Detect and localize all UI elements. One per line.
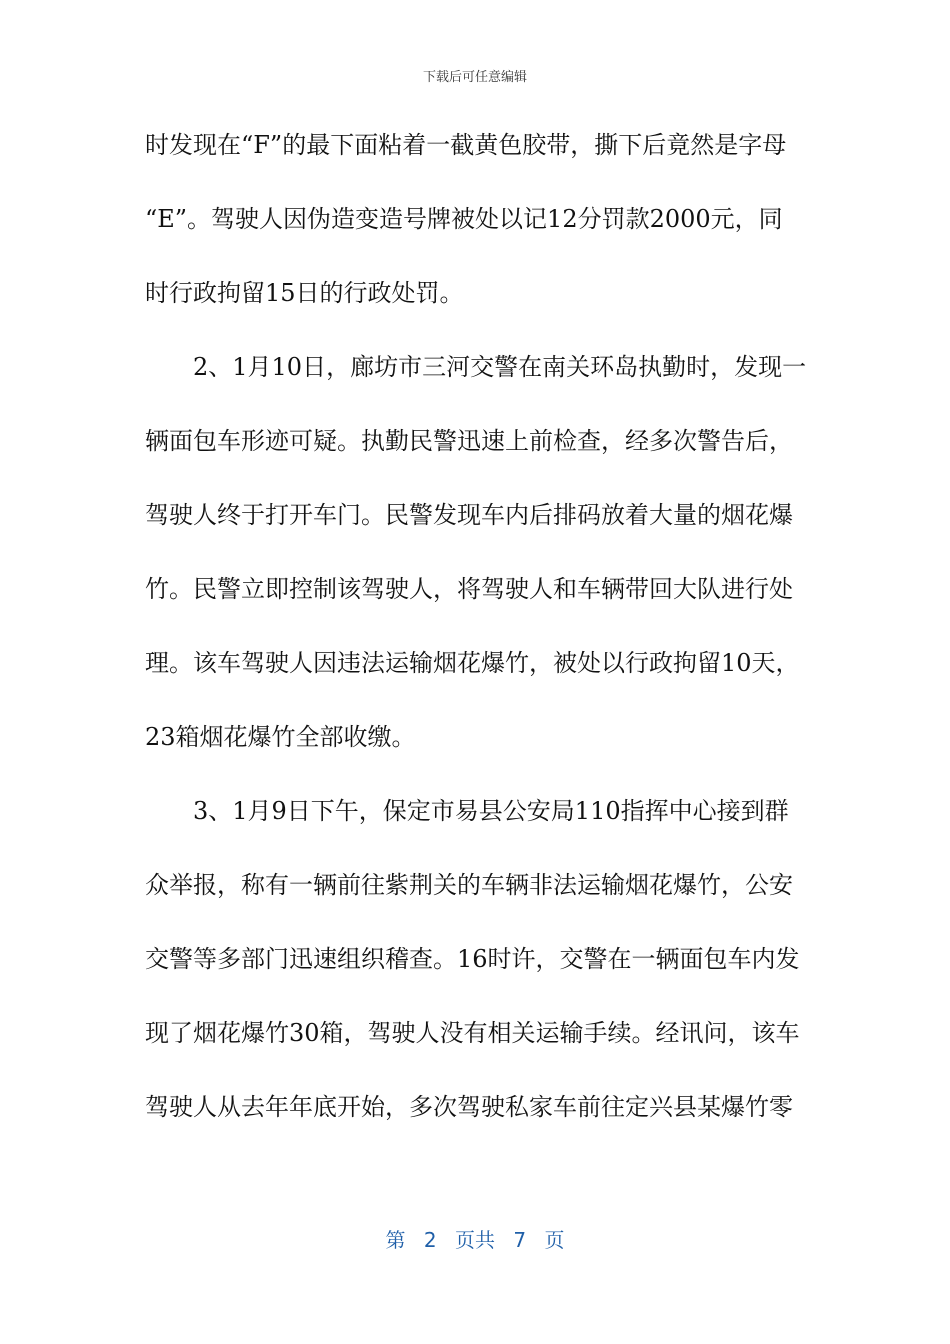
footer-middle: 页共: [455, 1228, 495, 1252]
text-line: 时行政拘留15日的行政处罚。: [145, 279, 464, 307]
text-line: 驾驶人终于打开车门。民警发现车内后排码放着大量的烟花爆: [145, 501, 793, 529]
total-page-number: 7: [513, 1228, 527, 1252]
header-note: 下载后可任意编辑: [422, 70, 527, 85]
text-line: 竹。民警立即控制该驾驶人，将驾驶人和车辆带回大队进行处: [145, 575, 793, 603]
text-line: 23箱烟花爆竹全部收缴。: [145, 723, 416, 751]
text-line: 理。该车驾驶人因违法运输烟花爆竹，被处以行政拘留10天，: [145, 649, 800, 677]
text-line: 辆面包车形迹可疑。执勤民警迅速上前检查，经多次警告后，: [145, 427, 793, 455]
paragraph-start-line: 2、1月10日，廊坊市三河交警在南关环岛执勤时，发现一: [193, 353, 807, 381]
footer-suffix: 页: [544, 1228, 565, 1252]
text-line: 时发现在“F”的最下面粘着一截黄色胶带，撕下后竟然是字母: [145, 131, 787, 159]
page-footer: [0, 1224, 950, 1253]
document-body: [145, 118, 810, 1154]
text-line: 众举报，称有一辆前往紫荆关的车辆非法运输烟花爆竹，公安: [145, 871, 793, 899]
text-line: 现了烟花爆竹30箱，驾驶人没有相关运输手续。经讯问，该车: [145, 1019, 800, 1047]
text-line: 交警等多部门迅速组织稽查。16时许，交警在一辆面包车内发: [145, 945, 800, 973]
text-line: “E”。驾驶人因伪造变造号牌被处以记12分罚款2000元，同: [145, 205, 783, 233]
current-page-number: 2: [423, 1228, 437, 1252]
footer-prefix: 第: [385, 1228, 406, 1252]
paragraph-start-line: 3、1月9日下午，保定市易县公安局110指挥中心接到群: [193, 797, 789, 825]
text-line: 驾驶人从去年年底开始，多次驾驶私家车前往定兴县某爆竹零: [145, 1093, 793, 1121]
